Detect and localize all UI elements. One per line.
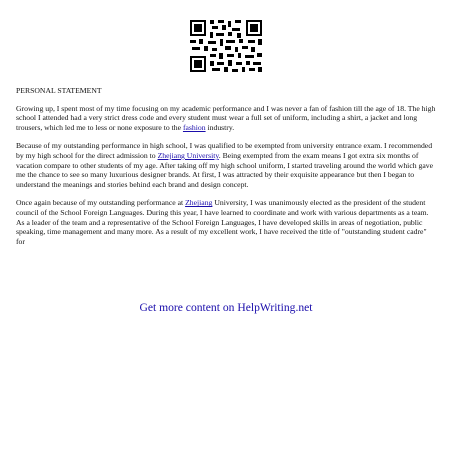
paragraph-3 (16, 198, 436, 246)
document-heading: PERSONAL STATEMENT (16, 86, 102, 95)
paragraph-3-text-a: Once again because of my outstanding performance at (16, 198, 186, 208)
zhejiang-university-link[interactable]: Zhejiang University (157, 150, 219, 160)
qr-code-icon (188, 18, 264, 74)
get-more-content-link[interactable]: Get more content on HelpWriting.net (139, 301, 313, 314)
paragraph-2-text-a: Because of my outstanding performance in high school, I was qualified to be exempted from university entrance exam. I recommended by my high school for the direct admission to (16, 141, 433, 160)
paragraph-3-text-b: University, I was unanimously elected as the president of the student council of the School Foreign Languages. During this year, I have learned to coordinate and work with various departments as a team. As a leader of the team and a representative of the School Foreign Languages, I have developed skills in areas of negotiation, public speaking, time management and many more. As a result of my excellent work, I have received the title of "outstanding student cadre" for (16, 198, 429, 246)
fashion-link[interactable]: fashion (182, 122, 206, 132)
paragraph-2-text-b: . Being exempted from the exam means I got extra six months of vacation compare to other students of my age. After taking off my high school uniform, I started traveling around the world which gave me the chance to see so many luxurious designer brands. At first, I was attracted by their exquisite appearance but then I began to understand the meanings and stories behind each brand and design concept. (16, 150, 434, 189)
paragraph-1-text: Growing up, I spent most of my time focusing on my academic performance and I was never a fan of fashion till the age of 18. The high school I attended had a very strict dress code and every student must wear a full set of uniform, including a shirt, a jacket and long trousers, which led me to less or none exposure to the (16, 103, 436, 132)
paragraph-2 (16, 141, 436, 189)
zhejiang-link[interactable]: Zhejiang (185, 198, 213, 208)
paragraph-1 (16, 104, 436, 133)
document-body (16, 86, 436, 255)
paragraph-1-end: industry. (205, 122, 235, 132)
